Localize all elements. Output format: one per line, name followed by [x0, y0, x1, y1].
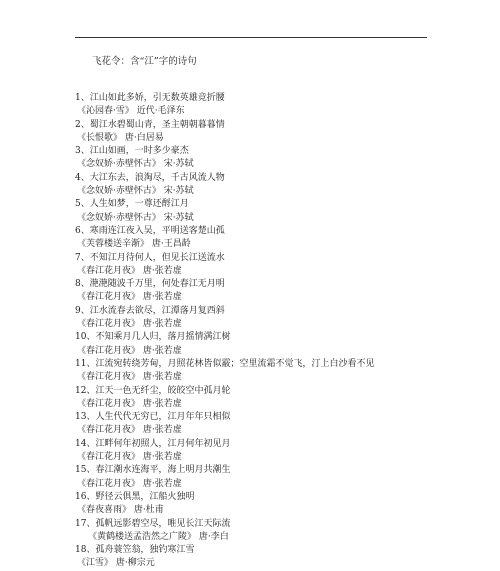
poem-line: 17、孤帆远影碧空尽，唯见长江天际流 [75, 518, 231, 529]
poem-source: 《念奴娇·赤壁怀古》 宋·苏轼 [77, 159, 194, 170]
poem-source: 《春江花月夜》 唐·张若虚 [77, 345, 182, 356]
poem-entry [75, 145, 495, 172]
poem-source: 《江雪》 唐·柳宗元 [77, 558, 155, 569]
poem-source: 《念奴娇·赤壁怀古》 宋·苏轼 [77, 186, 194, 197]
poem-entry [75, 278, 495, 305]
poem-line: 5、人生如梦，一尊还酹江月 [75, 199, 189, 210]
poem-entry [75, 252, 495, 279]
poem-list [75, 92, 495, 571]
poem-source: 《春江花月夜》 唐·张若虚 [77, 319, 182, 330]
poem-entry [75, 464, 495, 491]
poem-line: 11、江流宛转绕芳甸，月照花林皆似霰；空里流霜不觉飞，汀上白沙看不见 [75, 358, 375, 369]
poem-entry [75, 198, 495, 225]
poem-entry [75, 225, 495, 252]
document-title: 飞花令：含“江”字的诗句 [92, 56, 197, 67]
poem-entry [75, 518, 495, 545]
poem-entry [75, 172, 495, 199]
poem-source: 《芙蓉楼送辛渐》 唐·王昌龄 [77, 239, 191, 250]
poem-line: 16、野径云俱黑，江船火独明 [75, 491, 195, 502]
poem-line: 13、人生代代无穷已，江月年年只相似 [75, 412, 231, 423]
poem-entry [75, 544, 495, 571]
poem-line: 12、江天一色无纤尘，皎皎空中孤月轮 [75, 385, 231, 396]
poem-source: 《春夜喜雨》 唐·杜甫 [77, 505, 164, 516]
poem-entry [75, 438, 495, 465]
poem-entry [75, 385, 495, 412]
poem-line: 3、江山如画，一时多少豪杰 [75, 146, 189, 157]
poem-entry [75, 491, 495, 518]
poem-source: 《春江花月夜》 唐·张若虚 [77, 265, 182, 276]
poem-source: 《春江花月夜》 唐·张若虚 [77, 425, 182, 436]
poem-line: 6、寒雨连江夜入吴，平明送客楚山孤 [75, 225, 225, 236]
poem-line: 9、江水流春去欲尽，江潭落月复西斜 [75, 305, 225, 316]
poem-source: 《沁园春·雪》 近代·毛泽东 [77, 106, 185, 117]
poem-entry [75, 411, 495, 438]
poem-line: 10、不知乘月几人归，落月摇情满江树 [75, 332, 231, 343]
poem-entry [75, 305, 495, 332]
poem-source: 《春江花月夜》 唐·张若虚 [77, 398, 182, 409]
poem-line: 7、不知江月待何人，但见长江送流水 [75, 252, 225, 263]
poem-source: 《春江花月夜》 唐·张若虚 [77, 372, 182, 383]
poem-line: 14、江畔何年初照人，江月何年初见月 [75, 438, 231, 449]
header-rule [75, 37, 427, 38]
poem-line: 8、滟滟随波千万里，何处春江无月明 [75, 279, 225, 290]
poem-source: 《春江花月夜》 唐·张若虚 [77, 452, 182, 463]
poem-source: 《黄鹤楼送孟浩然之广陵》 唐·李白 [88, 531, 229, 542]
poem-entry [75, 358, 495, 385]
poem-line: 2、蜀江水碧蜀山青，圣主朝朝暮暮情 [75, 119, 225, 130]
poem-source: 《春江花月夜》 唐·张若虚 [77, 478, 182, 489]
poem-source: 《春江花月夜》 唐·张若虚 [77, 292, 182, 303]
poem-line: 4、大江东去，浪淘尽，千古风流人物 [75, 172, 225, 183]
poem-entry [75, 92, 495, 119]
poem-entry [75, 119, 495, 146]
poem-source: 《长恨歌》 唐·白居易 [77, 132, 164, 143]
poem-line: 1、江山如此多娇，引无数英雄竞折腰 [75, 93, 225, 103]
poem-entry [75, 331, 495, 358]
poem-line: 18、孤舟蓑笠翁，独钓寒江雪 [75, 545, 195, 556]
poem-line: 15、春江潮水连海平，海上明月共潮生 [75, 465, 231, 476]
poem-source: 《念奴娇·赤壁怀古》 宋·苏轼 [77, 212, 194, 223]
